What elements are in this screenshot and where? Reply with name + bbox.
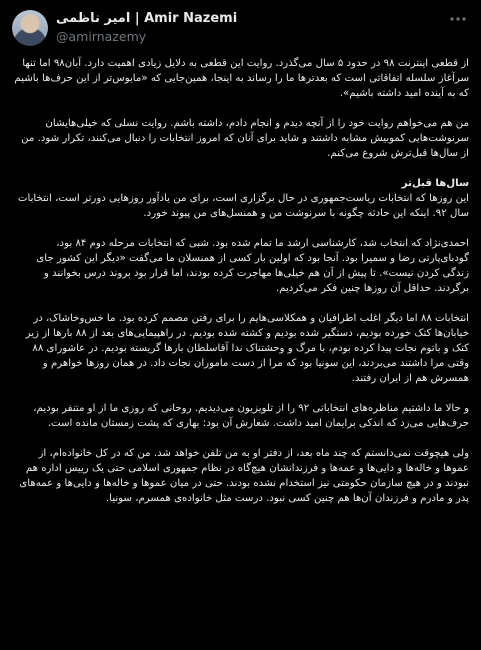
paragraph-4: احمدی‌نژاد که انتخاب شد، کارشناسی ارشد ما تمام شده بود. شبی که انتخابات مرحله دوم ۸۴ بود، گودبای‌پارتی رضا و سمیرا بود. آنجا بود که اولین بار کسی از همنسلان ما می‌گفت «دیگر این کشور جای زندگی کردن نیست». تا پیش از آن هم خیلی‌ها مهاجرت کرده بودند، اما قرار بود بروند درس بخوانند و برگردند. حداقل آن روزها چنین فکر می‌کردیم. [36,238,469,294]
avatar[interactable] [12,10,48,46]
author-name[interactable]: امیر ناظمی | Amir Nazemi [56,11,238,26]
paragraph-1: از قطعی اینترنت ۹۸ در حدود ۵ سال می‌گذرد. روایت این قطعی به دلایل زیادی اهمیت دارد. آبان۹۸ اما تنها سرآغاز سلسله اتفاقاتی است که بعدترها ما را رساند به اینجا، همین‌جایی که «مایوس‌تر از این حرف‌ها باشیم که به آینده امید داشته باشیم». [14,58,469,99]
paragraph-3: این روزها که انتخابات ریاست‌جمهوری در حال برگزاری است، برای من یادآور روزهایی دورتر است، انتخابات سال ۹۲. اینکه این حادثه چگونه با سرنوشت من و همنسل‌های من پیوند خورد. [17,193,469,219]
tweet-header [12,10,469,46]
author-handle[interactable]: @amirnazemy [56,29,147,44]
section-title: سال‌ها قبل‌تر [401,178,469,189]
paragraph-5: انتخابات ۸۸ اما دیگر اغلب اطرافیان و همکلاسی‌هایم را برای رفتن مصمم کرده بود. ما خس‌وخاشاک، در خیابان‌ها کتک خورده بودیم، دستگیر شده بودیم و کشته شده بودیم. در راهپیمایی‌های بعد از ۸۸ بارها از زیر کتک و باتوم نجات پیدا کرده بودم، با مرگ و وحشتناک ندا آقاسلطان بارها گریسته بودیم. در عاشورای ۸۸ وقتی مرا داشتند می‌بردند، این سونیا بود که مرا از دست ماموران نجات داد. در همان روزها خواهرم و همسرش هم از ایران رفتند. [25,313,469,384]
tweet-text [12,56,469,521]
paragraph-2: من هم می‌خواهم روایت خود را از آنچه دیدم و انجام دادم، داشته باشم. روایت نسلی که خیلی‌هایشان سرنوشت‌هایی کموبیش مشابه داشتند و شاید برای آنان که امروز انتخابات را دنبال می‌کنند، تکرار شود. من از سال‌ها قبل‌ترش شروع می‌کنم. [21,118,469,159]
more-dots-icon[interactable] [447,12,469,28]
more-dots-icon-svg [449,16,467,22]
paragraph-6: و حالا ما داشتیم مناظره‌های انتخاباتی ۹۲ را از تلویزیون می‌دیدیم. روحانی که روزی ما از او متنفر بودیم، حرف‌هایی می‌زد که اندکی برایمان امید داشت. شعارش آن بود: بهاری که پشت زمستان مانده است. [33,403,469,429]
paragraph-7: ولی هیچوقت نمی‌دانستم که چند ماه بعد، از دفتر او به من تلفن خواهد شد. من که در کل خانواده‌ام، از عموها و خاله‌ها و دایی‌ها و عمه‌ها و فرزندانشان هیچ‌گاه در نظام جمهوری اسلامی حتی یک رییس اداره هم نبودند و در هیچ سازمان حکومتی نیز استخدام نشده بودند. حتی در میان عموها و خاله‌ها و دایی‌ها و عمه‌های پدر و مادرم و فرزندان آن‌ها هم چنین کسی نبود. درست مثل خانواده‌ی همسرم، سونیا. [19,448,469,504]
